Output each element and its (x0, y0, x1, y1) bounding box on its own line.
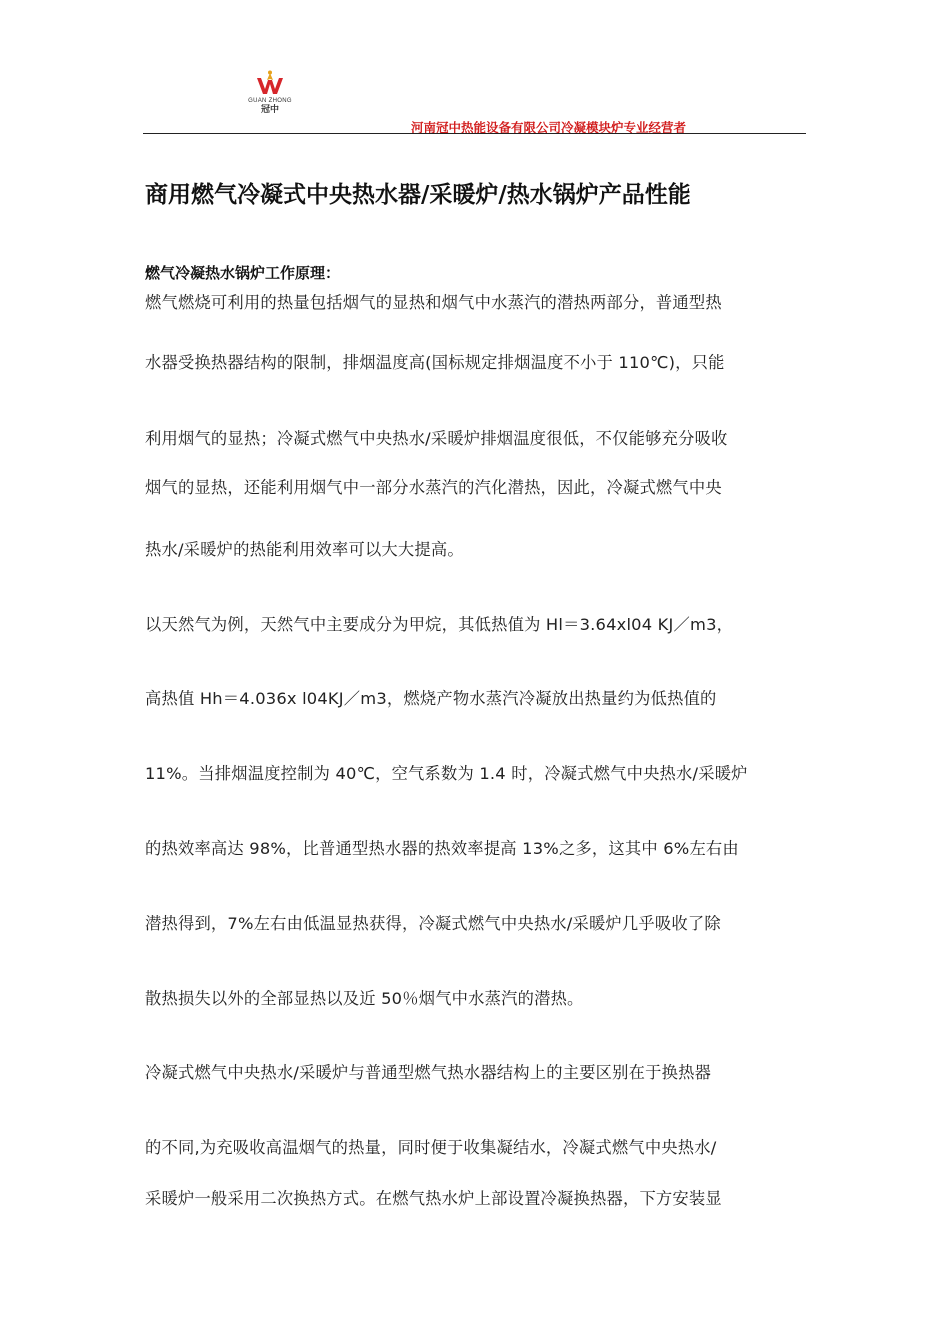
crown-logo-icon (255, 70, 285, 96)
text-line: 散热损失以外的全部显热以及近 50％烟气中水蒸汽的潜热。 (145, 989, 584, 1008)
text-line: 以天然气为例，天然气中主要成分为甲烷，其低热值为 Hl＝3.64xl04 KJ／m3， (145, 615, 734, 634)
logo-chinese: 冠中 (260, 105, 279, 115)
page-title: 商用燃气冷凝式中央热水器/采暖炉/热水锅炉产品性能 (145, 182, 691, 208)
text-line: 水器受换热器结构的限制，排烟温度高(国标规定排烟温度不小于 110℃)，只能 (145, 353, 725, 372)
section-heading: 燃气冷凝热水锅炉工作原理： (145, 264, 341, 282)
text-line: 烟气的显热，还能利用烟气中一部分水蒸汽的汽化潜热，因此，冷凝式燃气中央 (145, 478, 722, 497)
text-line: 燃气燃烧可利用的热量包括烟气的显热和烟气中水蒸汽的潜热两部分，普通型热 (145, 293, 722, 312)
company-logo (240, 70, 300, 128)
header-divider (143, 133, 806, 134)
text-line: 的热效率高达 98%，比普通型热水器的热效率提高 13%之多，这其中 6%左右由 (145, 839, 739, 858)
text-line: 采暖炉一般采用二次换热方式。在燃气热水炉上部设置冷凝换热器，下方安装显 (145, 1189, 722, 1208)
text-line: 的不同,为充吸收高温烟气的热量，同时便于收集凝结水，冷凝式燃气中央热水/ (145, 1138, 717, 1157)
text-line: 热水/采暖炉的热能利用效率可以大大提高。 (145, 540, 464, 559)
text-line: 11%。当排烟温度控制为 40℃，空气系数为 1.4 时，冷凝式燃气中央热水/采暖炉 (145, 764, 748, 783)
text-line: 利用烟气的显热；冷凝式燃气中央热水/采暖炉排烟温度很低，不仅能够充分吸收 (145, 429, 728, 448)
logo-english: GUAN ZHONG (248, 98, 292, 104)
company-name: 河南冠中热能设备有限公司冷凝模块炉专业经营者 (411, 120, 687, 135)
text-line: 冷凝式燃气中央热水/采暖炉与普通型燃气热水器结构上的主要区别在于换热器 (145, 1063, 712, 1082)
text-line: 潜热得到，7%左右由低温显热获得，冷凝式燃气中央热水/采暖炉几乎吸收了除 (145, 914, 721, 933)
text-line: 高热值 Hh＝4.036x l04KJ／m3，燃烧产物水蒸汽冷凝放出热量约为低热值的 (145, 689, 717, 708)
